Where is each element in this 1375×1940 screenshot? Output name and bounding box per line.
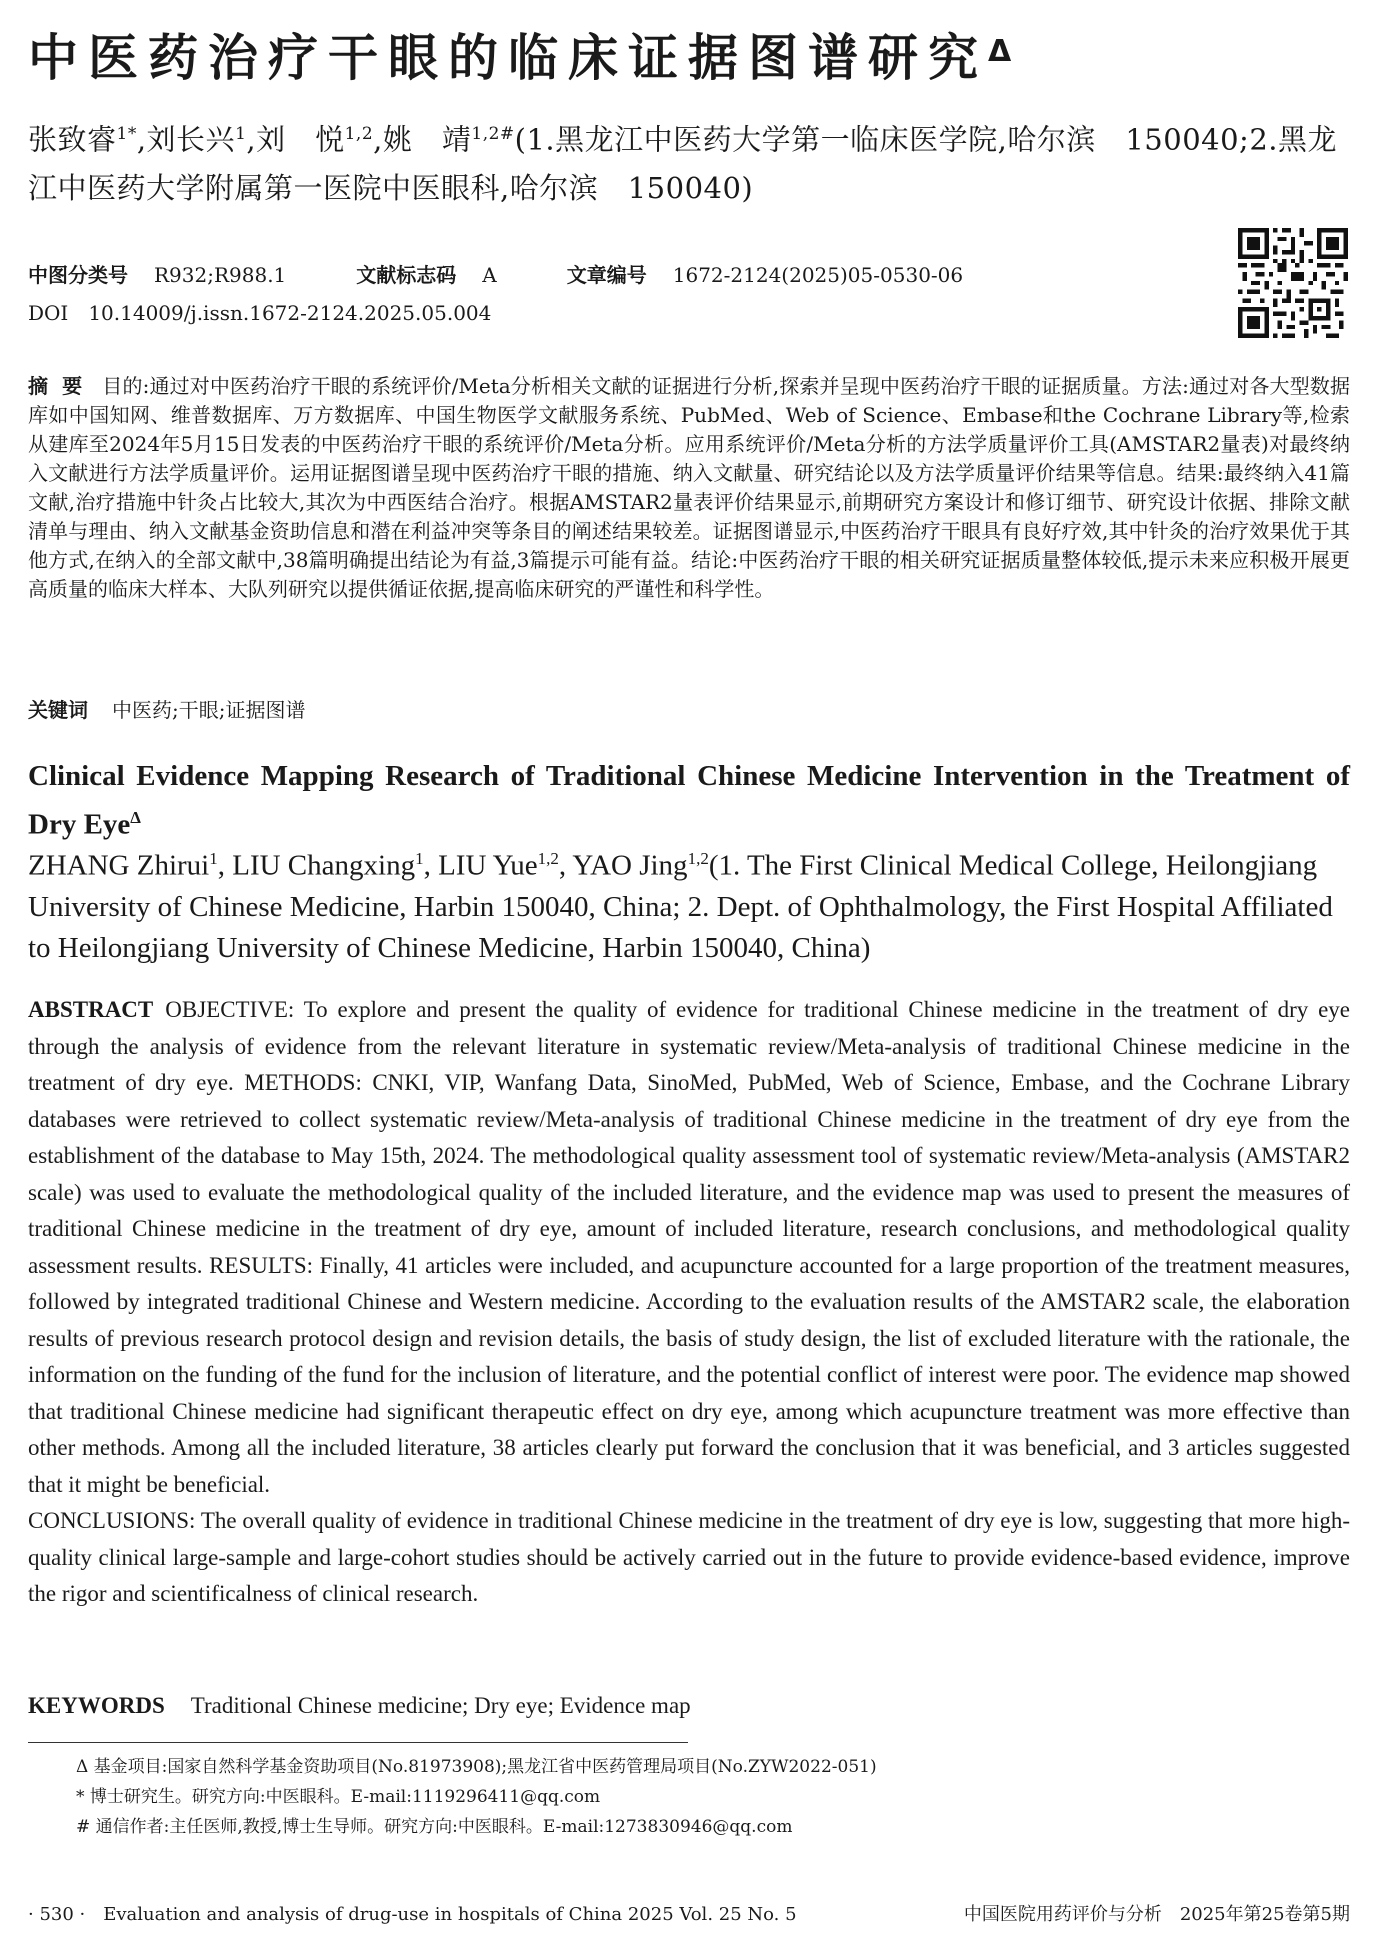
author-cn-1-sup: 1* [116, 124, 137, 144]
author-en-2: , LIU Changxing [217, 849, 416, 882]
author-en-4: , YAO Jing [558, 849, 688, 882]
footnote-fund: Δ 基金项目:国家自然科学基金资助项目(No.81973908);黑龙江省中医药管理局项目(No.ZYW2022-051) [76, 1757, 877, 1777]
footer-journal-en: · 530 · Evaluation and analysis of drug-use in hospitals of China 2025 Vol. 25 No. 5 [28, 1904, 797, 1925]
article-no-label: 文章编号 [566, 263, 647, 287]
footnote-corresponding-author: # 通信作者:主任医师,教授,博士生导师。研究方向:中医眼科。E-mail:1273830946@qq.com [76, 1817, 793, 1837]
title-en-text: Clinical Evidence Mapping Research of Traditional Chinese Medicine Intervention in the Treatment of Dry Eye [28, 760, 1350, 841]
classification-line [28, 262, 963, 288]
keywords-cn [28, 696, 305, 725]
author-cn-4-sup: 1,2# [471, 124, 515, 144]
author-en-1: ZHANG Zhirui [28, 849, 210, 882]
author-en-1-sup: 1 [209, 849, 218, 868]
author-en-4-sup: 1,2 [687, 849, 709, 868]
title-en-fund-mark: Δ [130, 808, 141, 827]
keywords-cn-label: 关键词 [28, 698, 88, 722]
abstract-cn-label: 摘要 [28, 374, 97, 398]
author-cn-2-sup: 1 [235, 124, 247, 144]
title-cn-fund-mark: Δ [988, 34, 1012, 69]
author-cn-1: 张致睿 [28, 122, 117, 157]
authors-en [28, 838, 1350, 969]
keywords-cn-text: 中医药;干眼;证据图谱 [112, 698, 306, 722]
author-cn-4: ,姚 靖 [373, 122, 472, 157]
abstract-en-text: OBJECTIVE: To explore and present the quality of evidence for traditional Chinese medicine in the treatment of dry eye through the analysis of evidence from the relevant literature in systematic review/Meta-analysis of traditional Chinese medicine in the treatment of dry eye. METHODS: CNKI, VIP, Wanfang Data, SinoMed, PubMed, Web of Science, Embase, and the Cochrane Library databases were retrieved to collect systematic review/Meta-analysis of traditional Chinese medicine in the treatment of dry eye from the establishment of the database to May 15th, 2024. The methodological quality assessment tool of systematic review/Meta-analysis (AMSTAR2 scale) was used to evaluate the methodological quality of the included literature, and the evidence map was used to present the measures of traditional Chinese medicine in the treatment of dry eye, amount of included literature, research conclusions, and methodological quality assessment results. RESULTS: Finally, 41 articles were included, and acupuncture accounted for a large proportion of the treatment measures, followed by integrated traditional Chinese and Western medicine. According to the evaluation results of the AMSTAR2 scale, the elaboration results of previous research protocol design and revision details, the basis of study design, the list of excluded literature with the rationale, the information on the funding of the fund for the inclusion of literature, and the potential conflict of interest were poor. The evidence map showed that traditional Chinese medicine had significant therapeutic effect on dry eye, among which acupuncture treatment was more effective than other methods. Among all the included literature, 38 articles clearly put forward the conclusion that it was beneficial, and 3 articles suggested that it might be beneficial. [28, 997, 1350, 1497]
abstract-en-label: ABSTRACT [28, 997, 154, 1022]
author-en-2-sup: 1 [415, 849, 424, 868]
affiliation-cn: (1.黑龙江中医药大学第一临床医学院,哈尔滨 150040;2.黑龙江中医药大学附属第一医院中医眼科,哈尔滨 150040) [28, 122, 1338, 205]
author-en-3-sup: 1,2 [537, 849, 559, 868]
article-title-en [28, 756, 1350, 846]
abstract-en-body [28, 992, 1350, 1503]
abstract-cn-text: 目的:通过对中医药治疗干眼的系统评价/Meta分析相关文献的证据进行分析,探索并呈现中医药治疗干眼的证据质量。方法:通过对各大型数据库如中国知网、维普数据库、万方数据库、中国生物医学文献服务系统、PubMed、Web of Science、Embase和the Cochrane Library等,检索从建库至2024年5月15日发表的中医药治疗干眼的系统评价/Meta分析。应用系统评价/Meta分析的方法学质量评价工具(AMSTAR2量表)对最终纳入文献进行方法学质量评价。运用证据图谱呈现中医药治疗干眼的措施、纳入文献量、研究结论以及方法学质量评价结果等信息。结果:最终纳入41篇文献,治疗措施中针灸占比较大,其次为中西医结合治疗。根据AMSTAR2量表评价结果显示,前期研究方案设计和修订细节、研究设计依据、排除文献清单与理由、纳入文献基金资助信息和潜在利益冲突等条目的阐述结果较差。证据图谱显示,中医药治疗干眼具有良好疗效,其中针灸的治疗效果优于其他方式,在纳入的全部文献中,38篇明确提出结论为有益,3篇提示可能有益。结论:中医药治疗干眼的相关研究证据质量整体较低,提示未来应积极开展更高质量的临床大样本、大队列研究以提供循证依据,提高临床研究的严谨性和科学性。 [28, 374, 1350, 601]
author-cn-3: ,刘 悦 [246, 122, 345, 157]
title-cn-text: 中医药治疗干眼的临床证据图谱研究 [28, 29, 988, 87]
article-title-cn [28, 22, 1348, 94]
doc-code-value: A [482, 263, 497, 287]
footnotes [76, 1752, 877, 1842]
abstract-cn [28, 372, 1350, 604]
footer-journal-cn: 中国医院用药评价与分析 2025年第25卷第5期 [963, 1904, 1350, 1925]
doc-code-label: 文献标志码 [356, 263, 457, 287]
clc-label: 中图分类号 [28, 263, 128, 287]
doi-line: DOI 10.14009/j.issn.1672-2124.2025.05.004 [28, 301, 492, 325]
article-no-value: 1672-2124(2025)05-0530-06 [672, 263, 964, 287]
keywords-en-text: Traditional Chinese medicine; Dry eye; Evidence map [190, 1693, 691, 1718]
abstract-en [28, 992, 1350, 1613]
authors-cn [28, 110, 1350, 212]
abstract-en-conclusions: CONCLUSIONS: The overall quality of evidence in traditional Chinese medicine in the treatment of dry eye is low, suggesting that more high-quality clinical large-sample and large-cohort studies should be actively carried out in the future to provide evidence-based evidence, improve the rigor and scientificalness of clinical research. [28, 1508, 1350, 1606]
keywords-en [28, 1688, 691, 1724]
affiliation-en: (1. The First Clinical Medical College, Heilongjiang University of Chinese Medicine, Harbin 150040, China; 2. Dept. of Ophthalmology, the First Hospital Affiliated to Heilongjiang University of Chinese Medicine, Harbin 150040, China) [28, 849, 1333, 964]
keywords-en-label: KEYWORDS [28, 1693, 165, 1718]
author-cn-3-sup: 1,2 [344, 124, 374, 144]
clc-value: R932;R988.1 [154, 263, 287, 287]
author-en-3: , LIU Yue [423, 849, 538, 882]
footnote-divider [28, 1742, 688, 1743]
author-cn-2: ,刘长兴 [136, 122, 236, 157]
footnote-first-author: * 博士研究生。研究方向:中医眼科。E-mail:1119296411@qq.com [76, 1787, 601, 1807]
qr-code [1238, 228, 1348, 338]
